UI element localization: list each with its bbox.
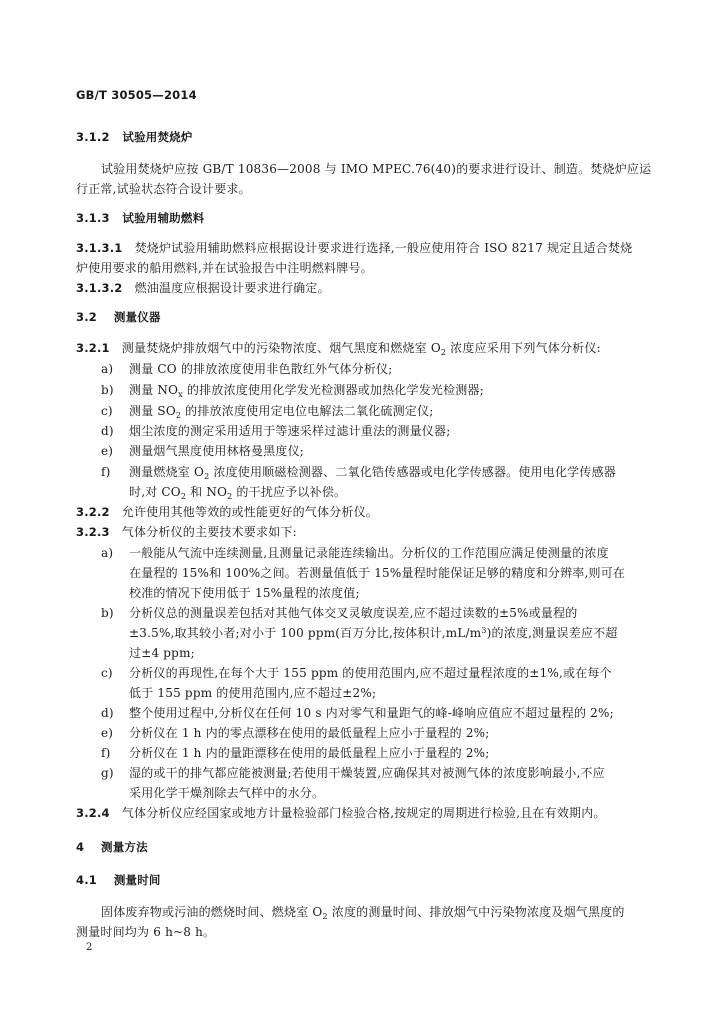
list-item-continuation: 过±4 ppm; — [129, 646, 195, 660]
list-text: 整个使用过程中,分析仪在任何 10 s 内对零气和量距气的峰-峰响应值应不超过量程的 2%; — [129, 706, 614, 720]
list-item — [101, 767, 605, 779]
list-item-continuation: 采用化学干燥剂除去气样中的水分。 — [129, 786, 325, 800]
section-number: 3.2 — [76, 310, 97, 324]
section-number: 4 — [76, 840, 85, 854]
list-text: 测量烟气黑度使用林格曼黑度仪; — [129, 444, 305, 458]
page-number: 2 — [86, 942, 93, 953]
list-item-continuation — [129, 485, 347, 501]
subscript: 2 — [180, 492, 187, 501]
clause-text: 气体分析仪应经国家或地方计量检验部门检验合格,按规定的周期进行检验,且在有效期内。 — [121, 806, 606, 820]
list-text: 的排放浓度使用化学发光检测器或加热化学发光检测器; — [182, 383, 484, 397]
subscript: 2 — [440, 348, 447, 357]
list-label: c) — [101, 666, 113, 680]
clause-number: 3.2.2 — [76, 505, 110, 519]
list-item — [101, 445, 304, 457]
list-text: 浓度使用顺磁检测器、二氧化锆传感器或电化学传感器。使用电化学传感器 — [209, 465, 616, 479]
list-text: 烟尘浓度的测定采用适用于等速采样过滤计重法的测量仪器; — [129, 424, 451, 438]
list-text: 测量 NO — [129, 383, 179, 397]
clause-text: 焚烧炉试验用辅助燃料应根据设计要求进行选择,一般应使用符合 ISO 8217 规定且适合焚烧 — [134, 241, 633, 255]
list-label: a) — [101, 546, 114, 560]
list-text: 和 NO — [186, 485, 228, 499]
list-label: b) — [101, 383, 114, 397]
clause-number: 3.1.3.1 — [76, 241, 123, 255]
clause-text: 燃油温度应根据设计要求进行确定。 — [134, 281, 330, 295]
list-item — [101, 404, 434, 420]
list-item — [101, 383, 484, 399]
subscript: 2 — [227, 492, 233, 501]
list-label: d) — [101, 424, 114, 438]
section-number: 3.1.3 — [76, 211, 110, 225]
clause-text: 浓度应采用下列气体分析仪: — [446, 341, 601, 355]
list-text: 分析仪在 1 h 内的量距漂移在使用的最低量程上应小于量程的 2%; — [129, 746, 490, 760]
section-number: 4.1 — [76, 873, 97, 887]
list-label: f) — [101, 746, 111, 760]
section-4-heading — [76, 842, 148, 854]
clause-text: 允许使用其他等效的或性能更好的气体分析仪。 — [121, 505, 378, 519]
paragraph-text: 固体废弃物或污油的燃烧时间、燃烧室 O — [101, 905, 323, 919]
clause-3-1-3-2-line — [76, 282, 330, 295]
list-text: )的浓度,测量误差应不超 — [486, 626, 618, 640]
list-text: 时,对 CO — [129, 485, 181, 499]
list-text: 分析仪的再现性,在每个大于 155 ppm 的使用范围内,应不超过量程浓度的±1%,或在每个 — [129, 666, 612, 680]
subscript: 2 — [322, 912, 328, 921]
section-title: 测量仪器 — [113, 310, 161, 324]
paragraph-line: 炉使用要求的船用燃料,并在试验报告中注明燃料牌号。 — [76, 261, 373, 275]
list-label: d) — [101, 706, 114, 720]
list-text: 的排放浓度使用定电位电解法二氧化硫测定仪; — [181, 404, 434, 418]
section-title: 测量方法 — [101, 840, 148, 854]
section-3-2-heading — [76, 312, 161, 324]
list-text: ±3.5%,取其较小者;对小于 100 ppm(百万分比,按体积计,mL/m — [129, 626, 482, 640]
section-title: 试验用焚烧炉 — [122, 130, 193, 144]
list-item — [101, 547, 609, 559]
list-text: 测量 CO 的排放浓度使用非色散红外气体分析仪; — [129, 362, 393, 376]
list-label: a) — [101, 362, 114, 376]
list-text: 测量燃烧室 O — [129, 465, 205, 479]
clause-number: 3.2.3 — [76, 525, 110, 539]
section-title: 试验用辅助燃料 — [122, 211, 205, 225]
list-text: 一般能从气流中连续测量,且测量记录能连续输出。分析仪的工作范围应满足使测量的浓度 — [129, 546, 609, 560]
section-title: 测量时间 — [113, 873, 161, 887]
list-text: 湿的或干的排气都应能被测量;若使用干燥装置,应确保其对被测气体的浓度影响最小,不应 — [129, 766, 605, 780]
standard-number: GB/T 30505—2014 — [76, 88, 197, 102]
list-label: e) — [101, 726, 114, 740]
list-item-continuation: 在量程的 15%和 100%之间。若测量值低于 15%量程时能保证足够的精度和分辨率,则可在 — [129, 566, 626, 580]
list-item — [101, 727, 490, 739]
superscript: 3 — [481, 626, 487, 635]
list-item — [101, 747, 490, 759]
list-item-continuation — [129, 627, 618, 639]
section-number: 3.1.2 — [76, 130, 110, 144]
subscript: x — [178, 390, 183, 399]
list-item-continuation: 低于 155 ppm 的使用范围内,应不超过±2%; — [129, 686, 377, 700]
list-item — [101, 465, 616, 481]
section-4-1-heading — [76, 875, 161, 887]
subscript: 2 — [204, 472, 210, 481]
clause-text: 测量焚烧炉排放烟气中的污染物浓度、烟气黑度和燃烧室 O — [121, 341, 441, 355]
list-item — [101, 667, 612, 679]
paragraph-line: 测量时间均为 6 h~8 h。 — [76, 925, 216, 939]
clause-number: 3.2.1 — [76, 341, 110, 355]
list-item — [101, 425, 450, 437]
subscript: 2 — [175, 411, 182, 420]
paragraph-line: 试验用焚烧炉应按 GB/T 10836—2008 与 IMO MPEC.76(40)的要求进行设计、制造。焚烧炉应运 — [101, 162, 652, 176]
clause-3-2-2-line — [76, 506, 378, 519]
list-text: 分析仪总的测量误差包括对其他气体交叉灵敏度误差,应不超过读数的±5%或量程的 — [129, 606, 578, 620]
clause-text: 气体分析仪的主要技术要求如下: — [121, 525, 297, 539]
list-text: 分析仪在 1 h 内的零点漂移在使用的最低量程上应小于量程的 2%; — [129, 726, 490, 740]
list-label: f) — [101, 465, 111, 479]
clause-3-1-3-1-line — [76, 242, 632, 255]
list-item — [101, 607, 578, 619]
clause-number: 3.2.4 — [76, 806, 110, 820]
paragraph-text: 浓度的测量时间、排放烟气中污染物浓度及烟气黑度的 — [327, 905, 625, 919]
clause-3-2-3-line — [76, 526, 297, 539]
list-label: b) — [101, 606, 114, 620]
paragraph-line: 行正常,试验状态符合设计要求。 — [76, 182, 251, 196]
section-3-1-3-heading — [76, 213, 204, 225]
list-label: e) — [101, 444, 114, 458]
list-label: c) — [101, 404, 113, 418]
list-item-continuation: 校准的情况下使用低于 15%量程的浓度值; — [129, 586, 360, 600]
clause-3-2-4-line — [76, 807, 606, 820]
list-label: g) — [101, 766, 114, 780]
paragraph-line — [101, 905, 625, 921]
section-3-1-2-heading — [76, 132, 193, 144]
list-item — [101, 363, 393, 375]
list-text: 测量 SO — [129, 404, 176, 418]
clause-3-2-1-line — [76, 342, 601, 355]
list-item — [101, 707, 614, 719]
list-text: 的干扰应予以补偿。 — [232, 485, 347, 499]
clause-number: 3.1.3.2 — [76, 281, 123, 295]
